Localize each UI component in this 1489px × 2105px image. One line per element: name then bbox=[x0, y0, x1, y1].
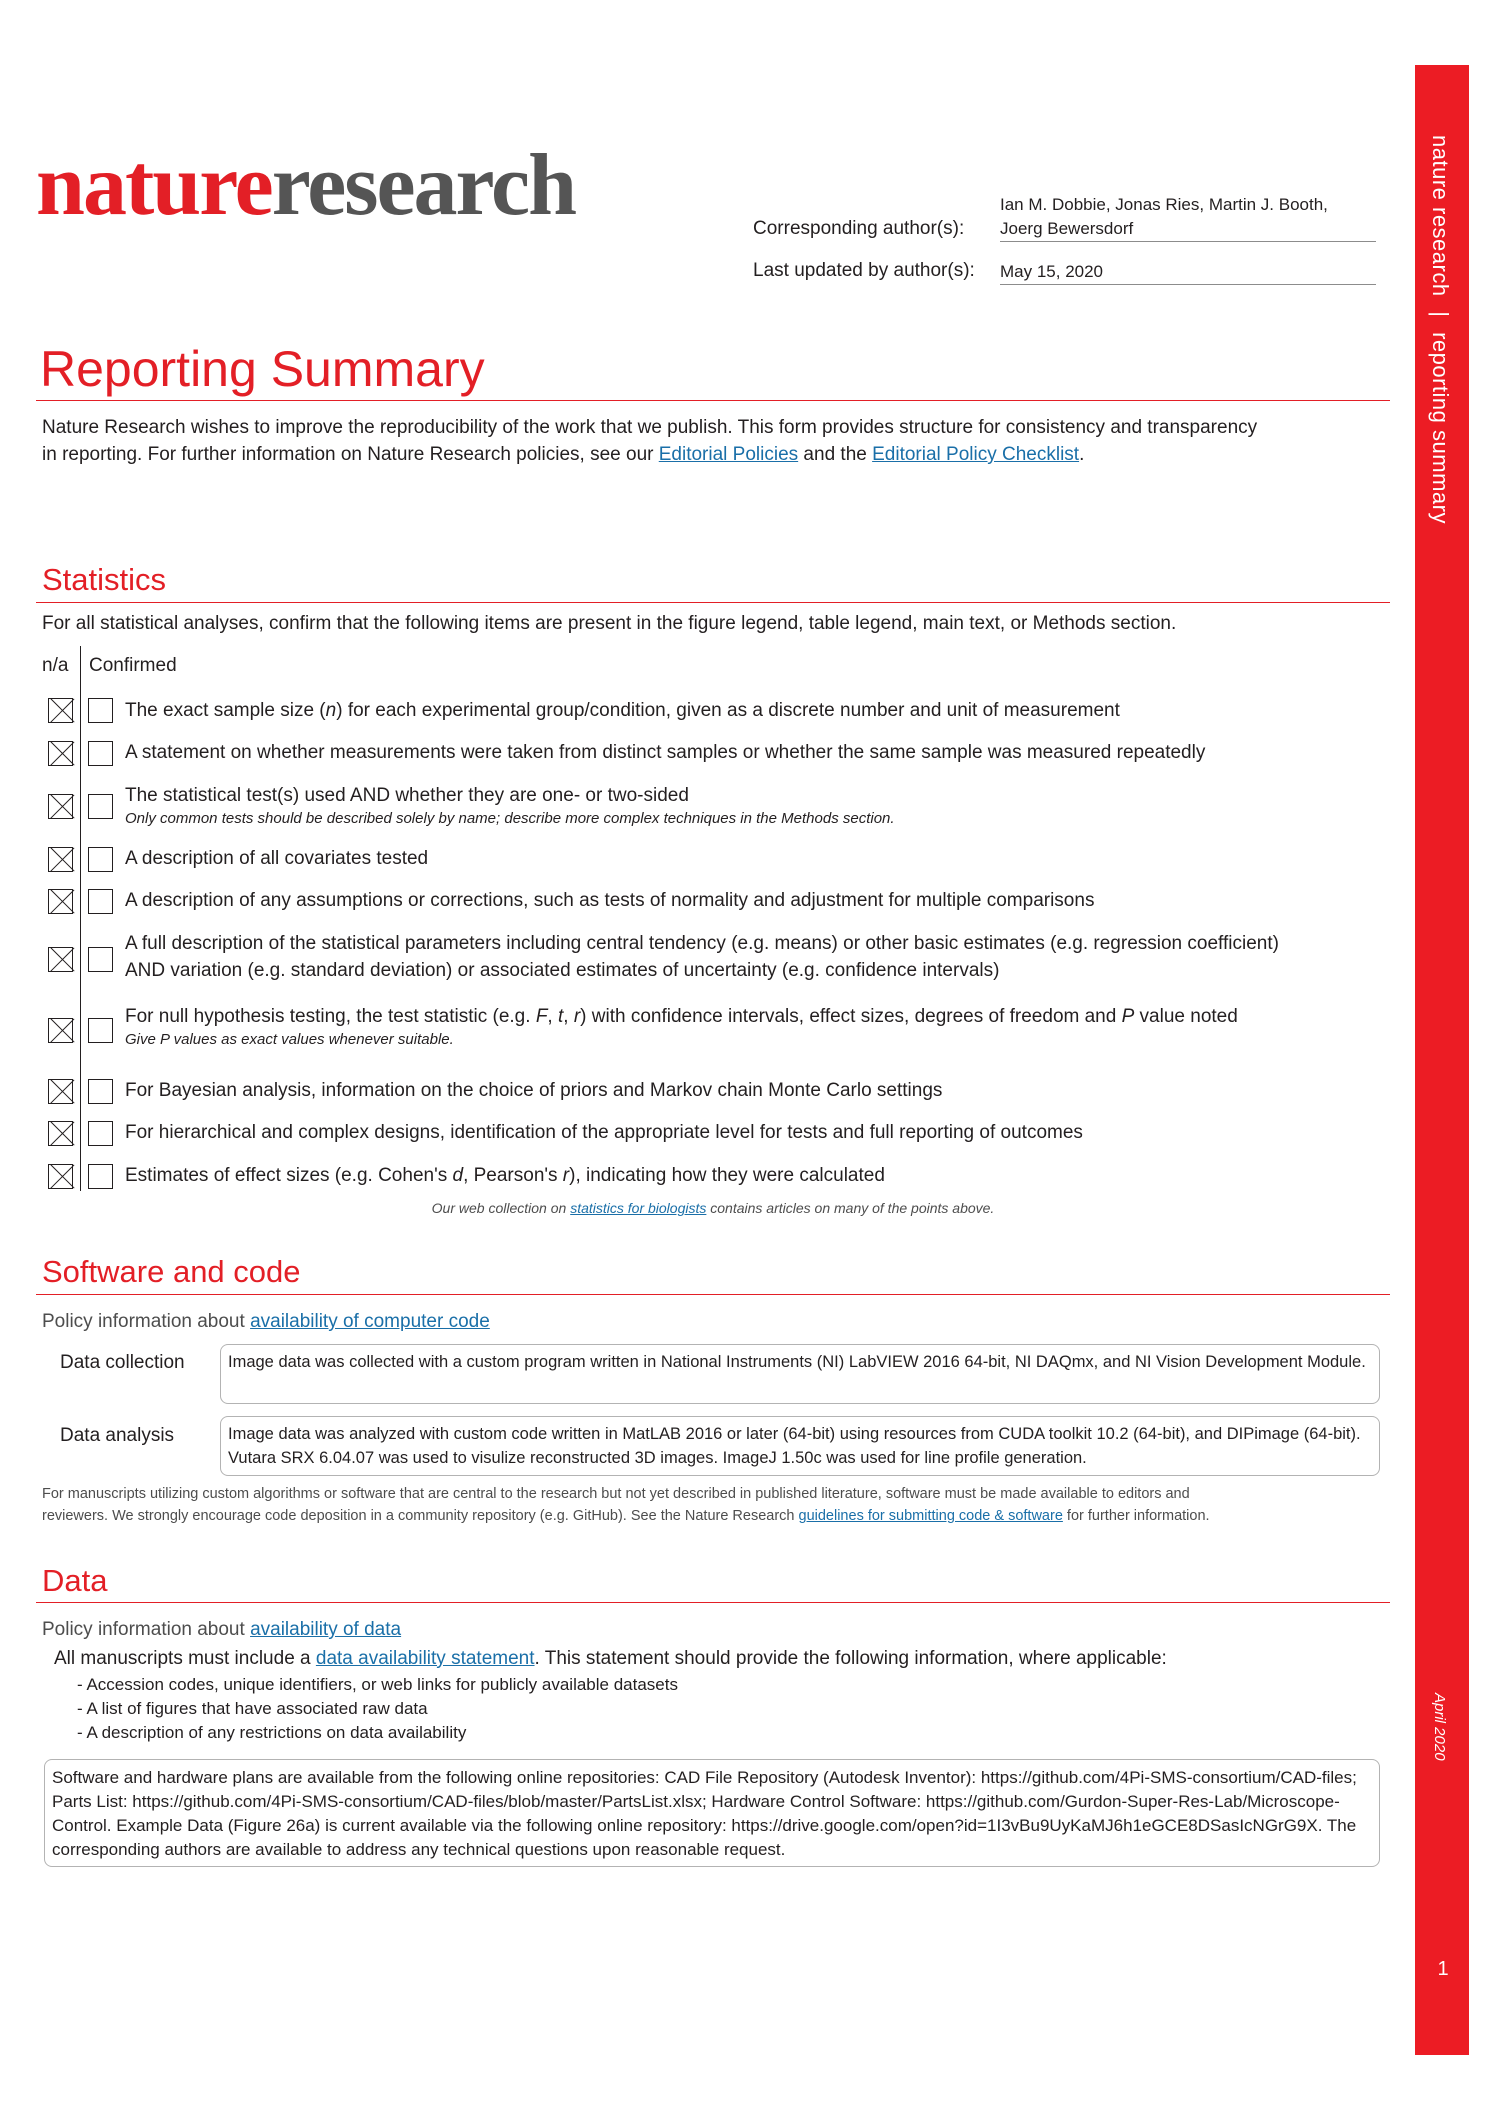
data-heading: Data bbox=[42, 1563, 108, 1598]
list-item: - A description of any restrictions on data availability bbox=[77, 1723, 467, 1742]
confirmed-column-header: Confirmed bbox=[89, 655, 177, 676]
data-analysis-field[interactable]: Image data was analyzed with custom code written in MatLAB 2016 or later (64-bit) using resources from CUDA toolkit 10.2 (64-bit), and DIPimage (64-bit). Vutara SRX 6.04.07 was used to visulize reconstructed 3D images. ImageJ 1.50c was used for line profile generation. bbox=[220, 1416, 1380, 1476]
na-checkbox[interactable] bbox=[48, 1164, 73, 1189]
data-rule bbox=[36, 1602, 1390, 1603]
na-checkbox[interactable] bbox=[48, 794, 73, 819]
software-rule bbox=[36, 1294, 1390, 1295]
corresponding-author-field[interactable]: Ian M. Dobbie, Jonas Ries, Martin J. Booth, Joerg Bewersdorf bbox=[1000, 193, 1376, 242]
na-column-header: n/a bbox=[42, 655, 69, 676]
data-requirements-list bbox=[77, 1673, 678, 1745]
confirmed-checkbox[interactable] bbox=[88, 947, 113, 972]
statistics-footer: Our web collection on statistics for biologists contains articles on many of the points above. bbox=[431, 1200, 995, 1216]
na-checkbox[interactable] bbox=[48, 698, 73, 723]
confirmed-checkbox[interactable] bbox=[88, 698, 113, 723]
intro-paragraph: Nature Research wishes to improve the reproducibility of the work that we publish. This form provides structure for consistency and transparency in reporting. For further information on Nature Research policies, see our Editorial Policies and the Editorial Policy Checklist. bbox=[42, 417, 1258, 465]
editorial-policy-checklist-link[interactable]: Editorial Policy Checklist bbox=[872, 444, 1080, 465]
column-divider bbox=[80, 646, 81, 1191]
page-title: Reporting Summary bbox=[40, 341, 485, 397]
checklist-item: For Bayesian analysis, information on the choice of priors and Markov chain Monte Carlo settings bbox=[125, 1080, 943, 1101]
confirmed-checkbox[interactable] bbox=[88, 741, 113, 766]
data-statement-instruction: All manuscripts must include a data availability statement. This statement should provide the following information, where applicable: bbox=[54, 1648, 1167, 1669]
editorial-policies-link[interactable]: Editorial Policies bbox=[658, 444, 799, 465]
na-checkbox[interactable] bbox=[48, 889, 73, 914]
availability-of-data-link[interactable]: availability of data bbox=[250, 1619, 402, 1640]
na-checkbox[interactable] bbox=[48, 847, 73, 872]
statistics-for-biologists-link[interactable]: statistics for biologists bbox=[570, 1200, 707, 1216]
checklist-item: A description of any assumptions or corrections, such as tests of normality and adjustment for multiple comparisons bbox=[125, 890, 1095, 911]
checklist-item: The statistical test(s) used AND whether they are one- or two-sided Only common tests should be described solely by name; describe more complex techniques in the Methods section. bbox=[125, 785, 895, 827]
checklist-item: For null hypothesis testing, the test statistic (e.g. F, t, r) with confidence intervals, effect sizes, degrees of freedom and P value noted Give P values as exact values whenever suitable. bbox=[125, 1006, 1238, 1048]
na-checkbox[interactable] bbox=[48, 1121, 73, 1146]
checklist-item: A full description of the statistical parameters including central tendency (e.g. means) or other basic estimates (e.g. regression coefficient) AND variation (e.g. standard deviation) or associated estimates of uncertainty (e.g. confidence intervals) bbox=[125, 933, 1279, 981]
sidebar-title: nature research | reporting summary bbox=[1428, 135, 1453, 524]
checklist-item: For hierarchical and complex designs, identification of the appropriate level for tests and full reporting of outcomes bbox=[125, 1122, 1083, 1143]
nature-research-logo: natureresearch bbox=[36, 137, 576, 234]
statistics-rule bbox=[36, 602, 1390, 603]
na-checkbox[interactable] bbox=[48, 741, 73, 766]
statistics-intro: For all statistical analyses, confirm that the following items are present in the figure legend, table legend, main text, or Methods section. bbox=[42, 613, 1177, 634]
confirmed-checkbox[interactable] bbox=[88, 847, 113, 872]
confirmed-checkbox[interactable] bbox=[88, 794, 113, 819]
confirmed-checkbox[interactable] bbox=[88, 1121, 113, 1146]
confirmed-checkbox[interactable] bbox=[88, 1164, 113, 1189]
title-rule bbox=[36, 400, 1390, 401]
last-updated-label: Last updated by author(s): bbox=[753, 260, 975, 281]
last-updated-field[interactable]: May 15, 2020 bbox=[1000, 260, 1376, 285]
na-checkbox[interactable] bbox=[48, 1018, 73, 1043]
checklist-item: Estimates of effect sizes (e.g. Cohen's d, Pearson's r), indicating how they were calculated bbox=[125, 1165, 885, 1186]
data-collection-label: Data collection bbox=[60, 1352, 185, 1373]
data-policy: Policy information about availability of data bbox=[42, 1619, 402, 1640]
sidebar-date: April 2020 bbox=[1431, 1693, 1448, 1761]
data-collection-field[interactable]: Image data was collected with a custom program written in National Instruments (NI) LabVIEW 2016 64-bit, NI DAQmx, and NI Vision Development Module. bbox=[220, 1344, 1380, 1404]
checklist-item: A statement on whether measurements were taken from distinct samples or whether the same sample was measured repeatedly bbox=[125, 742, 1206, 763]
corresponding-author-label: Corresponding author(s): bbox=[753, 218, 965, 239]
statistics-heading: Statistics bbox=[42, 562, 167, 597]
software-heading: Software and code bbox=[42, 1254, 301, 1289]
software-note: For manuscripts utilizing custom algorithms or software that are central to the research but not yet described in published literature, software must be made available to editors and reviewers. We strongly encourage code deposition in a community repository (e.g. GitHub). See the Nature Research guidelines for submitting code & software for further information. bbox=[42, 1486, 1210, 1524]
data-availability-statement-link[interactable]: data availability statement bbox=[315, 1648, 535, 1669]
software-policy: Policy information about availability of computer code bbox=[42, 1311, 490, 1332]
list-item: - Accession codes, unique identifiers, or web links for publicly available datasets bbox=[77, 1675, 678, 1694]
checklist-item: A description of all covariates tested bbox=[125, 848, 429, 869]
na-checkbox[interactable] bbox=[48, 947, 73, 972]
list-item: - A list of figures that have associated raw data bbox=[77, 1699, 428, 1718]
data-analysis-label: Data analysis bbox=[60, 1425, 175, 1446]
availability-of-code-link[interactable]: availability of computer code bbox=[250, 1311, 490, 1332]
code-guidelines-link[interactable]: guidelines for submitting code & software bbox=[798, 1508, 1063, 1524]
confirmed-checkbox[interactable] bbox=[88, 889, 113, 914]
confirmed-checkbox[interactable] bbox=[88, 1018, 113, 1043]
data-availability-field[interactable]: Software and hardware plans are available from the following online repositories: CAD File Repository (Autodesk Inventor): https://github.com/4Pi-SMS-consortium/CAD-files; Parts List: https://github.com/4Pi-SMS-consortium/CAD-files/blob/master/PartsList.xlsx; Hardware Control Software: https://github.com/Gurdon-Super-Res-Lab/Microscope-Control. Example Data (Figure 26a) is current available via the following online repository: https://drive.google.com/open?id=1I3vBu9UyKaMJ6h1eGCE8DSasIcNGrG9X. The corresponding authors are available to address any technical questions upon reasonable request. bbox=[44, 1759, 1380, 1867]
na-checkbox[interactable] bbox=[48, 1079, 73, 1104]
confirmed-checkbox[interactable] bbox=[88, 1079, 113, 1104]
checklist-item: The exact sample size (n) for each experimental group/condition, given as a discrete number and unit of measurement bbox=[125, 700, 1120, 721]
page-number: 1 bbox=[1437, 1958, 1449, 1980]
